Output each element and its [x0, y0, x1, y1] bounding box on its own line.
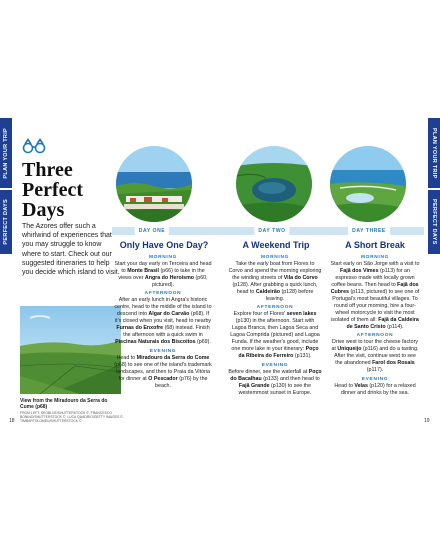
time-of-day-label: MORNING	[260, 254, 290, 260]
day-one-title: Only Have One Day?	[119, 240, 209, 250]
page-title: Three Perfect Days	[22, 159, 84, 221]
side-tab-perfect-days-left: PERFECT DAYS	[0, 190, 12, 254]
time-of-day-label: AFTERNOON	[256, 305, 294, 310]
day-three-label: DAY THREE	[348, 227, 390, 235]
time-of-day-label: EVENING	[361, 376, 389, 382]
place-name: Angra do Heroísmo	[144, 274, 195, 281]
place-name: seven lakes	[286, 311, 317, 317]
angra-circle-photo	[116, 146, 192, 222]
place-name: Farol dos Rosais	[372, 360, 415, 366]
itinerary-paragraph	[228, 311, 322, 360]
itinerary-text: (p133) and then head to	[261, 375, 320, 382]
itinerary-paragraph	[228, 261, 322, 303]
day-one-label: DAY ONE	[135, 227, 169, 235]
place-name: O Pescador	[148, 375, 178, 382]
itinerary-text: (p120) for a relaxed dinner and drinks by the sea.	[340, 382, 416, 396]
day-two-title: A Weekend Trip	[242, 240, 310, 250]
itinerary-text: (p117).	[366, 367, 384, 373]
place-name: Fajã dos Vimes	[340, 267, 379, 274]
itinerary-text: (p113) for an espresso made with locally grown coffee beans. Then head to	[331, 267, 415, 288]
place-name: Miradouro da Serra do Come	[136, 354, 210, 361]
itinerary-paragraph	[114, 355, 212, 390]
photo-credit: FROM LEFT: SEOBLUE/SHUTTERSTOCK ©, FRANCESCO BONINO/SHUTTERSTOCK ©, LUCA QUADRIO/GETTY IMAGES ©, TIMBARTOLOMEU/SHUTTERSTOCK ©	[20, 411, 124, 424]
itinerary-text: (p66) to take in the views over	[118, 267, 205, 281]
place-name: Piscinas Naturais dos Biscoitos	[115, 339, 196, 345]
itinerary-text: After an early lunch in Angra's historic centre, head to the middle of the island to descend into	[114, 297, 212, 317]
place-name: Algar do Carvão	[148, 311, 190, 317]
day-three-column	[330, 252, 420, 397]
day-three-title: A Short Break	[345, 240, 405, 250]
itinerary-text: Explore four of Flores'	[233, 311, 287, 317]
itinerary-text: (p131).	[293, 353, 312, 359]
time-of-day-label: AFTERNOON	[356, 333, 394, 338]
page-number-left: 18	[9, 418, 15, 424]
itinerary-text: Take the early boat from Flores to Corvo and spend the morning exploring the winding streets of	[228, 260, 322, 281]
place-name: Fajã da Caldeira de Santo Cristo	[346, 316, 419, 330]
itinerary-text: (p114).	[385, 323, 404, 330]
itinerary-text: (p68). If it's closed when you visit, head to nearby	[114, 311, 212, 324]
itinerary-text: Start your day early on Terceira and head to	[114, 260, 212, 274]
itinerary-text: Before dinner, see the waterfall at	[228, 368, 309, 375]
side-tab-plan-your-trip-left: PLAN YOUR TRIP	[0, 118, 12, 188]
place-name: Fajã dos Cubres	[330, 281, 419, 295]
itinerary-paragraph	[228, 369, 322, 397]
place-name: Furnas do Enxofre	[116, 325, 164, 331]
itinerary-text: Drive west to tour the cheese factory at	[331, 339, 418, 352]
miradouro-photo	[20, 306, 121, 394]
place-name: Caldeirão	[255, 288, 280, 295]
time-of-day-label: AFTERNOON	[144, 291, 182, 296]
side-tab-perfect-days-right: PERFECT DAYS	[428, 190, 440, 254]
itinerary-paragraph	[330, 339, 420, 374]
itinerary-paragraph	[114, 297, 212, 346]
photo-caption: View from the Miradouro da Serra do Cume (p68)	[20, 398, 108, 411]
place-name: Poço do Bacalhau	[230, 368, 322, 382]
side-tab-plan-your-trip-right: PLAN YOUR TRIP	[428, 118, 440, 188]
day-two-label: DAY TWO	[254, 227, 289, 235]
itinerary-paragraph	[330, 261, 420, 331]
time-of-day-label: EVENING	[261, 362, 289, 368]
time-of-day-label: EVENING	[149, 348, 177, 354]
itinerary-text: Head to	[334, 382, 355, 389]
lagoa-comprida-circle-photo	[236, 146, 312, 222]
place-name: Poço da Ribeira do Ferreiro	[238, 346, 319, 359]
itinerary-text: (p116) and do a tasting. After the visit, continue west to see the abandoned	[334, 346, 419, 366]
itinerary-text: Start early on São Jorge with a visit to	[330, 260, 420, 267]
time-of-day-label: MORNING	[148, 254, 178, 260]
day-one-column	[114, 252, 212, 390]
time-of-day-label: MORNING	[360, 254, 390, 260]
intro-text: The Azores offer such a whirlwind of experiences that you may struggle to know where to start. Check out our suggested itineraries to help you decide which island to visit.	[22, 223, 120, 277]
itinerary-text: (p69).	[195, 339, 211, 345]
itinerary-paragraph	[330, 383, 420, 397]
place-name: Monte Brasil	[127, 267, 160, 274]
itinerary-text: (p130) in the afternoon. Start with Lagoa Branca, then Lagoa Seca and Lagoa Comprida (pictured) and Lagoa Funda. If the weather's good, include one more lake in your itinerary:	[230, 318, 320, 352]
faja-dos-cubres-circle-photo	[330, 146, 406, 222]
place-name: Vila do Corvo	[283, 274, 318, 281]
itinerary-text: (p60, pictured).	[151, 274, 208, 288]
itinerary-text: (p76) by the beach.	[155, 375, 208, 389]
place-name: Fajã Grande	[238, 382, 270, 389]
itinerary-text: (p68) to see one of the island's trademark landscapes, and then to Praia da Vitória for dinner at	[114, 361, 212, 382]
itinerary-text: (p130) to see the westernmost sunset in Europe.	[238, 382, 312, 396]
itinerary-text: (p128). After grabbing a quick lunch, head to	[232, 281, 318, 295]
place-name: Velas	[354, 382, 368, 389]
day-two-column	[228, 252, 322, 397]
binoculars-icon	[22, 138, 46, 154]
itinerary-text: (68) instead. Finish the afternoon with a quick swim in	[123, 325, 210, 338]
itinerary-text: (p128) before leaving.	[265, 288, 314, 302]
itinerary-text: Head to	[116, 354, 137, 361]
page-number-right: 19	[424, 418, 430, 424]
itinerary-paragraph	[114, 261, 212, 289]
day-bar	[112, 227, 424, 235]
itinerary-text: (p113, pictured) to see one of Portugal's most beautiful villages. To round off your morning, hire a four-wheel motorcycle to visit the most isolated of them all:	[331, 288, 420, 323]
place-name: Uniqueijo	[337, 346, 362, 352]
